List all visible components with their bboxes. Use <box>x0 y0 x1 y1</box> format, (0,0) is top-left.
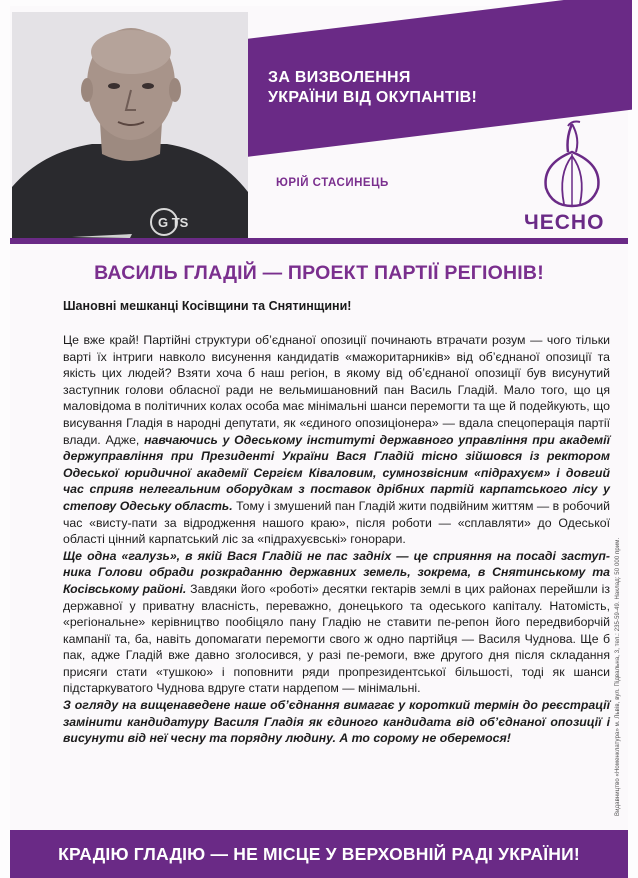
paragraph-2 <box>63 548 610 697</box>
candidate-photo <box>12 12 248 238</box>
portrait-illustration <box>12 12 248 238</box>
paragraph-2-body: Завдяки його «роботі» десятки гектарів землі в цих районах перейшли із державної у приватну власність, переважно, донецького та одеського капіталу. Натомість, «регіональне» керівництво пообіцяло пану Гладію не ставити пе-репон його передвиборчій кампанії та, ба, навіть допомагати перемогти свого ж одно партійця — Василя Чуднова. Ще б пак, адже Гладій вже давно зголосився, у разі пе-ремоги, вже другого дня після складання присяги стати «тушкою» і поповнити ряди пропрезидентської більшості, тоді як шанси підстаркуватого Чуднова вдруге стати нардепом — мінімальні. <box>63 581 610 696</box>
paragraph-1-intro: Це вже край! Партійні структури об’єднаної опозиції починають втрачати розум — чого тільки варті їх інтриги навколо висунення кандидатів «мажоритарників» від об’єднаної опозиції та якість цих людей? Взяти хоча б наш регіон, в якому від об’єднаної опозиції був висунутий заступник голови обласної ради не вельмишановний пан Василь Гладій. Мало того, що ця маловідома в політичних колах особа має мінімальні шанси перемогти та ще й подейкують, що висування Гладія в народні депутати, як «єдиного опозиціонера» — вдала спецоперація партії влади. Адже, <box>63 333 610 447</box>
slogan-line-2: УКРАЇНИ ВІД ОКУПАНТІВ! <box>268 89 478 106</box>
paragraph-3-demand: З огляду на вищенаведене наше об’єднання вимагає у короткий термін до реєстрації замінити кандидатуру Василя Гладія як єдиного кандидата від об’єднаної опозиції і висунути від неї чесну та порядну людину. А то сорому не оберемося! <box>63 698 610 746</box>
footer-slogan: КРАДІЮ ГЛАДІЮ — НЕ МІСЦЕ У ВЕРХОВНІЙ РАДІ УКРАЇНИ! <box>58 844 580 864</box>
header <box>10 6 628 238</box>
candidate-name: ЮРІЙ СТАСИНЕЦЬ <box>276 177 389 189</box>
garlic-icon <box>522 116 622 211</box>
shirt-print: G TS <box>158 215 189 230</box>
paragraph-2-emphasis: Ще одна «галузь», в якій Вася Гладій не пас задніх — це сприяння на посаді заступ-ника Голови обради розкраданню державних земель, зокрема, в Снятинському та Косівському районі. <box>63 548 610 596</box>
paragraph-1-end: Тому і змушений пан Гладій жити подвійним життям — в робочий час «висту-пати за відродження нашого краю», після роботи — «сплавляти» до Одеської області цінний карпатський ліс за «підрахуєвські» гонорари. <box>63 498 610 547</box>
leaflet-page <box>10 6 628 872</box>
page-title: ВАСИЛЬ ГЛАДІЙ — ПРОЕКТ ПАРТІЇ РЕГІОНІВ! <box>94 262 544 284</box>
paragraph-1-emphasis: навчаючись у Одеському інститутi державного управління при академії держуправління при Президенті України Вася Гладій тісно зійшовся із ректором Одеської юридичної академії Сергієм Ківаловим, сумнозвісним «підрахуєм» і довгий час сприяв нелегальним оборудкам з поставок дрібних партій карпатського лісу у степову Одеську область. <box>63 432 610 513</box>
header-divider <box>10 238 628 244</box>
paragraph-3 <box>63 697 610 747</box>
slogan <box>268 68 528 108</box>
chesno-logo: ЧЕСНО <box>524 211 605 234</box>
paragraph-1 <box>63 332 610 548</box>
slogan-line-1: ЗА ВИЗВОЛЕННЯ <box>268 69 411 86</box>
publisher-imprint: Видавництво «Номенклатура» м. Львів, вул. Підвальна, 3, тел.: 235-59-49. Наклад: 50 000 прим. <box>615 537 621 816</box>
article-body <box>63 332 610 747</box>
greeting: Шановні мешканці Косівщини та Снятинщини! <box>63 299 352 313</box>
